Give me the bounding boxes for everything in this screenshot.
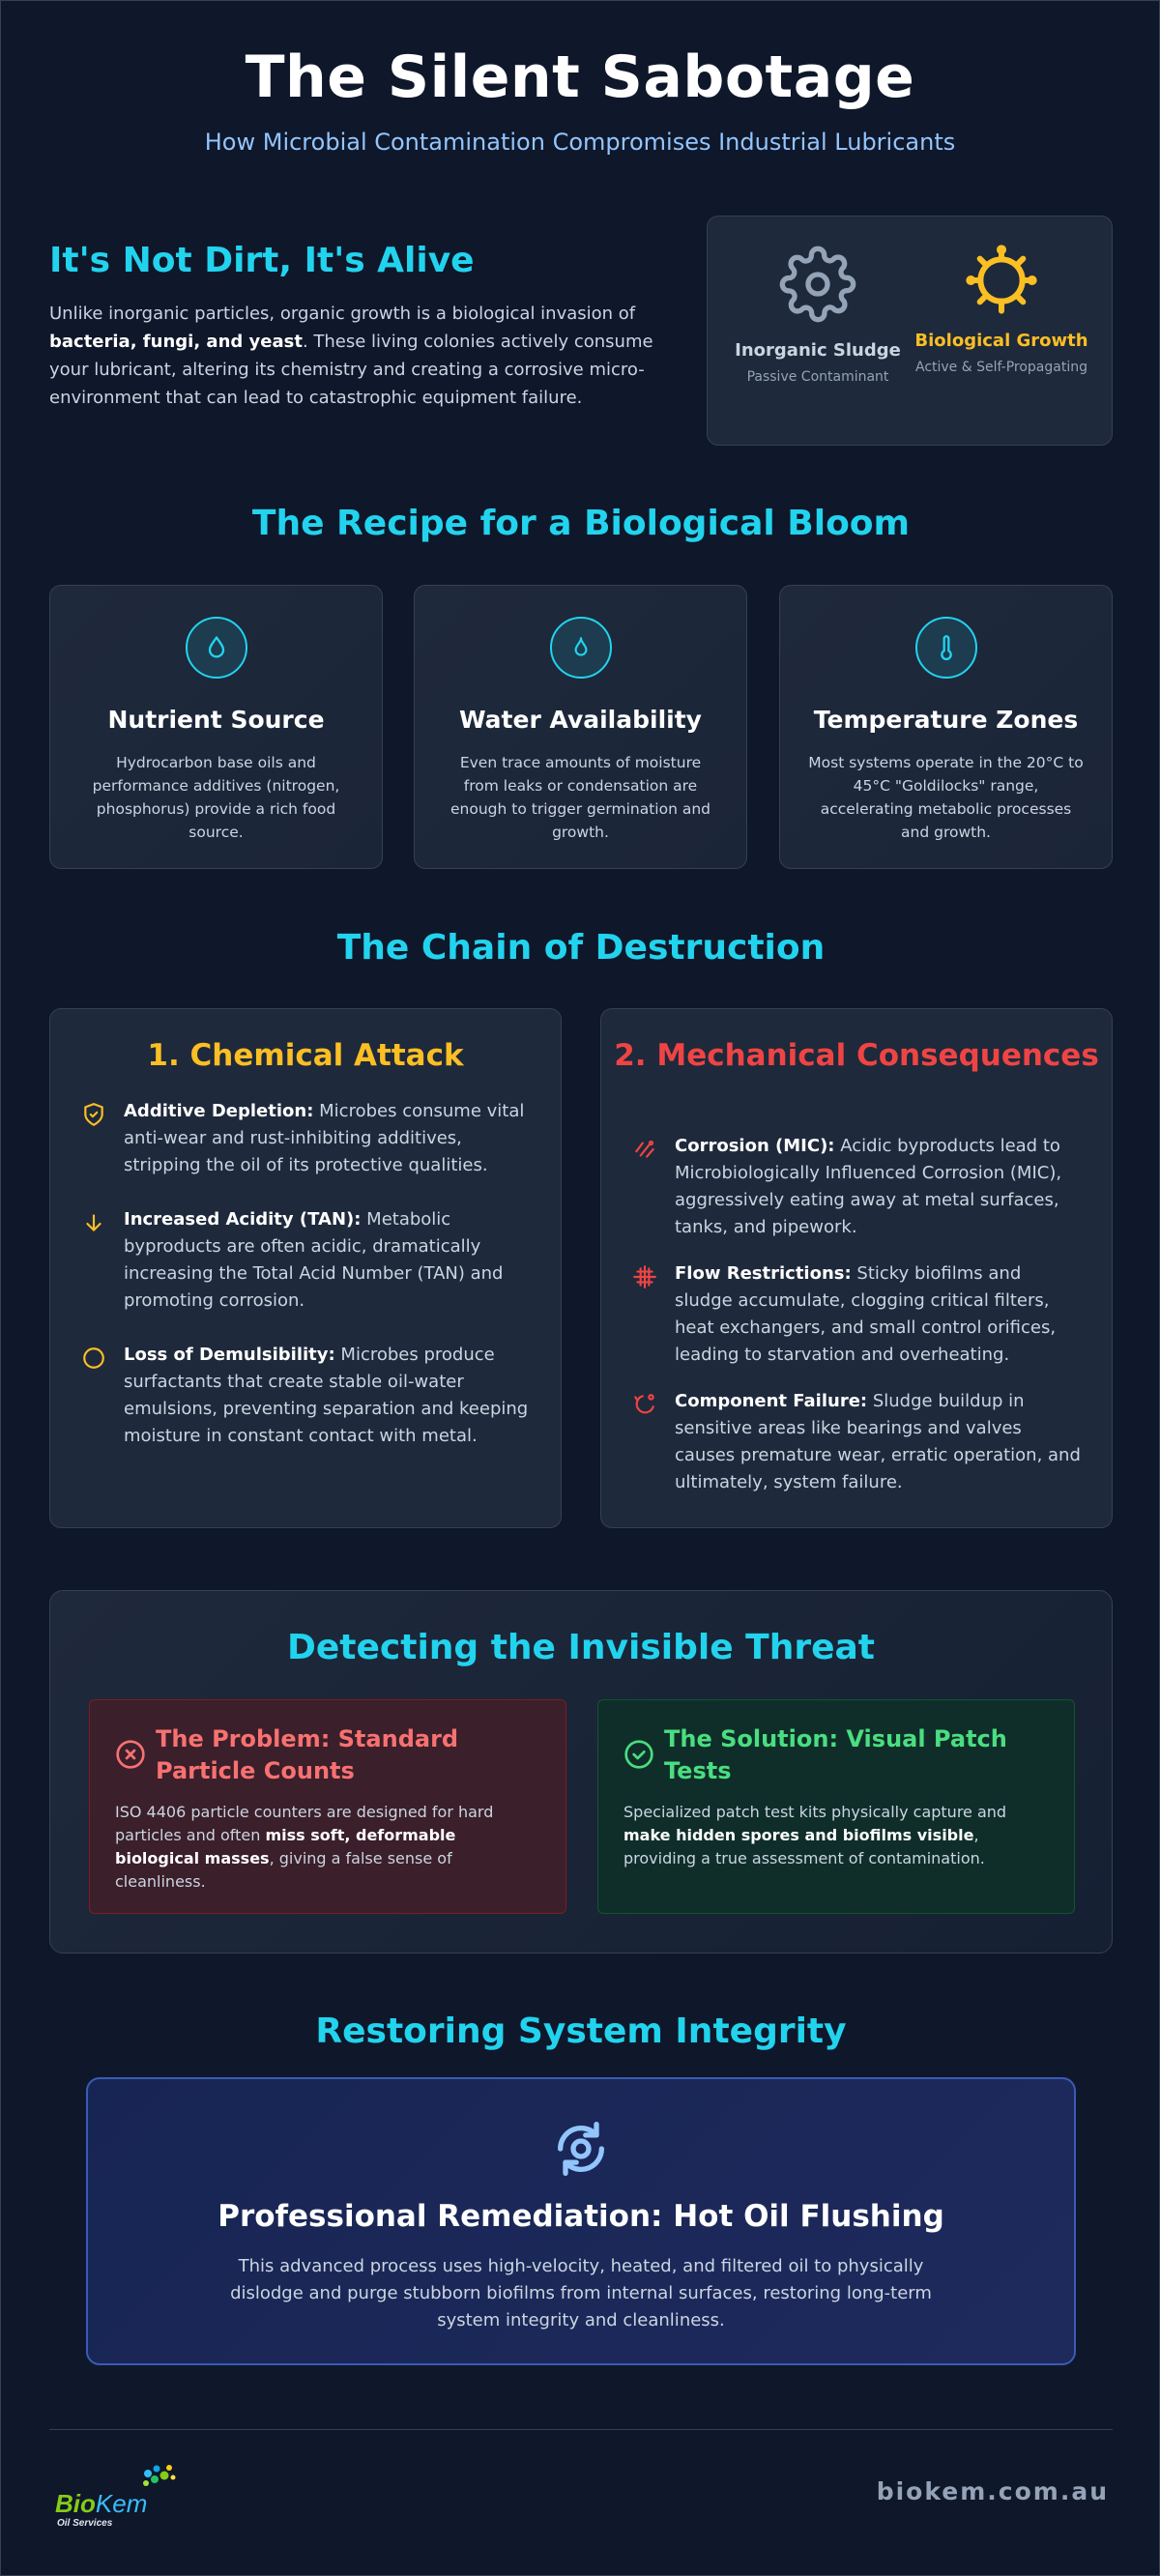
solution-title: The Solution: Visual Patch Tests bbox=[664, 1725, 1007, 1784]
chemical-attack-list bbox=[81, 1098, 532, 1450]
logo-kem: Kem bbox=[95, 2489, 148, 2518]
intro-paragraph bbox=[49, 300, 668, 412]
chain-item-demulsibility bbox=[81, 1342, 532, 1450]
mechanical-consequences-list bbox=[632, 1133, 1083, 1496]
shield-check-icon bbox=[81, 1102, 106, 1127]
remediation-card bbox=[86, 2077, 1076, 2365]
chain-item-label: Increased Acidity (TAN): bbox=[124, 1209, 362, 1230]
mechanical-consequences-card bbox=[600, 1008, 1113, 1528]
website-link[interactable]: biokem.com.au bbox=[876, 2477, 1109, 2505]
problem-text-part: ISO 4406 particle counters are designed for hard particles and often bbox=[115, 1803, 494, 1844]
chain-item-text: Metabolic byproducts are often acidic, dramatically increasing the Total Acid Number (TAN) and promoting corrosion. bbox=[124, 1209, 504, 1311]
solution-text bbox=[624, 1801, 1049, 1870]
comparison-card bbox=[707, 216, 1113, 446]
recipe-card-nutrient bbox=[49, 585, 383, 869]
page-subtitle: How Microbial Contamination Compromises Industrial Lubricants bbox=[204, 129, 956, 156]
chain-item-increased-acidity bbox=[81, 1206, 532, 1315]
footer-divider bbox=[49, 2429, 1113, 2430]
chain-item-text: Microbes produce surfactants that create stable oil-water emulsions, preventing separation and keeping moisture in constant contact with metal. bbox=[124, 1345, 529, 1446]
chain-item-label: Additive Depletion: bbox=[124, 1101, 314, 1121]
comparison-biological bbox=[914, 242, 1088, 377]
flush-cycle-icon bbox=[550, 2118, 612, 2180]
mechanical-consequences-title: 2. Mechanical Consequences bbox=[614, 1038, 1099, 1073]
intro-text-part: Unlike inorganic particles, organic growth is a biological invasion of bbox=[49, 304, 636, 324]
recipe-card-temperature bbox=[779, 585, 1113, 869]
recipe-card-text: Most systems operate in the 20°C to 45°C "Goldilocks" range, accelerating metabolic processes and growth. bbox=[808, 754, 1084, 841]
chain-item-additive-depletion bbox=[81, 1098, 532, 1179]
recipe-card-text: Even trace amounts of moisture from leaks or condensation are enough to trigger germination and growth. bbox=[450, 754, 710, 841]
chain-item-text: Microbes consume vital anti-wear and rust-inhibiting additives, stripping the oil of its protective qualities. bbox=[124, 1101, 525, 1175]
comparison-inorganic bbox=[731, 246, 905, 387]
chain-item-label: Corrosion (MIC): bbox=[675, 1136, 835, 1156]
recipe-card-text: Hydrocarbon base oils and performance additives (nitrogen, phosphorus) provide a rich food source. bbox=[92, 754, 340, 841]
solution-box bbox=[597, 1699, 1075, 1914]
comparison-inorganic-name: Inorganic Sludge bbox=[735, 340, 901, 361]
problem-text bbox=[115, 1801, 540, 1894]
droplet-icon bbox=[186, 617, 247, 679]
intro-heading: It's Not Dirt, It's Alive bbox=[49, 241, 475, 280]
filter-icon bbox=[632, 1264, 657, 1289]
circle-icon bbox=[81, 1346, 106, 1371]
chain-item-label: Flow Restrictions: bbox=[675, 1263, 852, 1284]
thermometer-icon bbox=[915, 617, 977, 679]
check-circle-icon bbox=[624, 1739, 654, 1770]
chain-item-label: Component Failure: bbox=[675, 1391, 868, 1411]
biokem-logo[interactable] bbox=[53, 2462, 179, 2530]
chemical-attack-card bbox=[49, 1008, 562, 1528]
arrow-down-icon bbox=[81, 1210, 106, 1235]
chain-item-text: Acidic byproducts lead to Microbiologically Influenced Corrosion (MIC), aggressively eating away at metal surfaces, tanks, and pipework. bbox=[675, 1136, 1062, 1237]
virus-icon bbox=[963, 242, 1040, 319]
chain-item-label: Loss of Demulsibility: bbox=[124, 1345, 335, 1365]
chain-item-text: Sludge buildup in sensitive areas like bearings and valves causes premature wear, erratic operation, and ultimately, system failure. bbox=[675, 1391, 1081, 1492]
intro-section bbox=[49, 216, 1113, 446]
page-title: The Silent Sabotage bbox=[245, 43, 915, 111]
solution-text-part: , providing a true assessment of contamination. bbox=[624, 1826, 985, 1867]
problem-title: The Problem: Standard Particle Counts bbox=[156, 1725, 459, 1784]
water-drop-icon bbox=[550, 617, 612, 679]
chain-item-corrosion bbox=[632, 1133, 1083, 1241]
corrosion-icon bbox=[632, 1137, 657, 1162]
remediation-text: This advanced process uses high-velocity, heated, and filtered oil to physically dislodge and purge stubborn biofilms from internal surfaces, restoring long-term system integrity and cleanliness. bbox=[230, 2256, 932, 2330]
comparison-inorganic-sub: Passive Contaminant bbox=[746, 369, 889, 385]
chemical-attack-title: 1. Chemical Attack bbox=[147, 1038, 464, 1073]
detect-section bbox=[49, 1590, 1113, 1954]
recipe-card-title: Temperature Zones bbox=[813, 706, 1079, 734]
recipe-section-title: The Recipe for a Biological Bloom bbox=[251, 504, 911, 543]
logo-bio: Bio bbox=[55, 2489, 96, 2518]
problem-text-bold: miss soft, deformable biological masses bbox=[115, 1826, 456, 1867]
intro-text-part: . These living colonies actively consume your lubricant, altering its chemistry and creating a corrosive micro-environment that can lead to catastrophic equipment failure. bbox=[49, 332, 653, 408]
logo-wordmark bbox=[55, 2489, 147, 2519]
detect-title: Detecting the Invisible Threat bbox=[286, 1628, 876, 1667]
comparison-biological-sub: Active & Self-Propagating bbox=[914, 360, 1088, 375]
gear-icon bbox=[779, 246, 856, 323]
intro-text-block bbox=[49, 241, 668, 412]
solution-text-bold: make hidden spores and biofilms visible bbox=[624, 1826, 974, 1844]
recipe-card-title: Water Availability bbox=[459, 706, 702, 734]
chain-item-component-failure bbox=[632, 1388, 1083, 1496]
comparison-biological-name: Biological Growth bbox=[914, 331, 1088, 351]
hero-header bbox=[1, 1, 1159, 156]
broken-part-icon bbox=[632, 1392, 657, 1417]
problem-text-part: , giving a false sense of cleanliness. bbox=[115, 1849, 452, 1891]
solution-text-part: Specialized patch test kits physically capture and bbox=[624, 1803, 1007, 1821]
chain-item-flow-restrictions bbox=[632, 1260, 1083, 1369]
recipe-card-title: Nutrient Source bbox=[107, 706, 325, 734]
problem-box bbox=[89, 1699, 566, 1914]
intro-text-bold: bacteria, fungi, and yeast bbox=[49, 332, 303, 352]
x-circle-icon bbox=[115, 1739, 146, 1770]
recipe-card-water bbox=[414, 585, 747, 869]
chain-item-text: Sticky biofilms and sludge accumulate, clogging critical filters, heat exchangers, and small control orifices, leading to starvation and overheating. bbox=[675, 1263, 1057, 1365]
restore-section-title: Restoring System Integrity bbox=[315, 2012, 847, 2051]
chain-section-title: The Chain of Destruction bbox=[336, 928, 826, 968]
remediation-title: Professional Remediation: Hot Oil Flushing bbox=[218, 2199, 944, 2234]
logo-subtitle: Oil Services bbox=[57, 2518, 113, 2529]
